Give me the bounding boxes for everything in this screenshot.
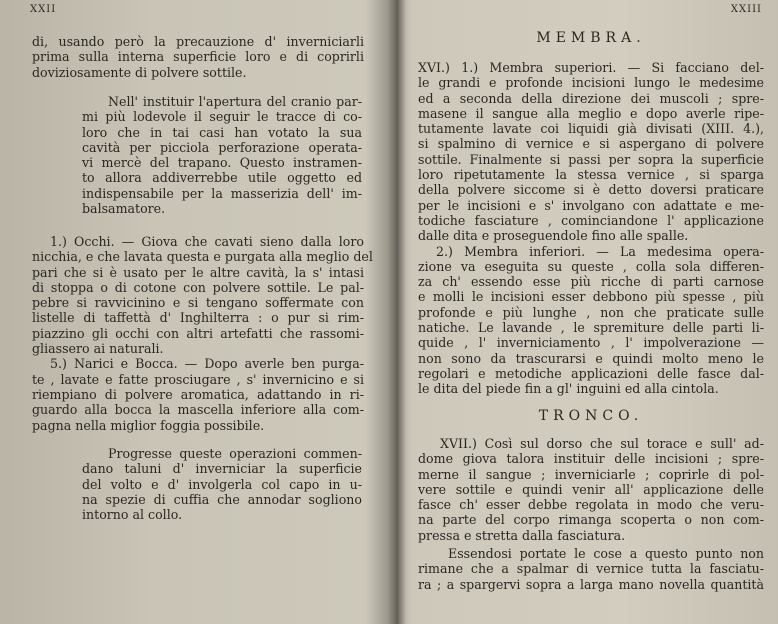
text-line: intorno al collo. <box>82 507 183 523</box>
text-line: XVII.) Così sul dorso che sul torace e sull' ad- <box>440 436 764 451</box>
page-number-right: XXIII <box>730 4 762 15</box>
text-line: XVI.) 1.) Membra superiori. — Si facciano del- <box>418 60 764 75</box>
text-line: e molli le incisioni esser debbono più spesse , più <box>418 289 764 305</box>
text-line: todiche fasciature , cominciandone l' applicazione <box>418 212 764 228</box>
text-line: tutamente lavate coi liquidi già divisati (XIII. 4.), <box>418 121 764 137</box>
text-line: di, usando però la precauzione d' inverniciarli <box>32 34 364 49</box>
text-line: le grandi e profonde incisioni lungo le medesime <box>418 75 764 91</box>
text-line: prima sulla interna superficie loro e di coprirli <box>32 49 364 65</box>
text-line: to allora addiverrebbe utile oggetto ed <box>82 170 362 186</box>
text-line: ed a seconda della direzione dei muscoli ; spre- <box>418 90 764 106</box>
text-line: si spalmino di vernice e si aspergano di polvere <box>418 136 764 152</box>
text-line: zione va eseguita su queste , colla sola differen- <box>418 258 764 274</box>
text-line: guardo alla bocca la mascella inferiore alla com- <box>32 402 364 418</box>
text-line: na parte del corpo rimanga scoperta o non com- <box>418 512 764 528</box>
text-line: pari che si è usato per le altre cavità, la s' intasi <box>32 264 364 280</box>
section-heading-membra: MEMBRA. <box>536 30 646 46</box>
paragraph-tronco <box>418 436 764 543</box>
text-line: Essendosi portate le cose a questo punto non <box>448 546 764 561</box>
text-line: del volto e d' involgerla col capo in u- <box>82 476 362 492</box>
text-line: 1.) Occhi. — Giova che cavati sieno dalla loro <box>50 234 364 249</box>
paragraph-essendosi <box>418 546 764 592</box>
text-line: te , lavate e fatte prosciugare , s' invernicino e si <box>32 371 364 387</box>
section-heading-tronco: TRONCO. <box>538 408 644 424</box>
text-line: le dita del piede fin a gl' inguini ed alla cintola. <box>418 381 719 397</box>
text-line: doviziosamente di polvere sottile. <box>32 64 247 80</box>
text-line: ra ; a spargervi sopra a larga mano novella quantità <box>418 576 764 592</box>
text-line: 2.) Membra inferiori. — La medesima opera- <box>436 243 764 259</box>
text-line: di stoppa o di cotone con polvere sottile. Le pal- <box>32 279 364 295</box>
text-line: cavità per picciola perforazione operata- <box>82 139 362 155</box>
text-line: gliassero ai naturali. <box>32 341 164 357</box>
text-line: rimane che a spalmar di vernice tutta la fasciatu- <box>418 561 764 577</box>
text-line: profonde e più lunghe , non che praticate sulle <box>418 304 764 320</box>
text-line: quide , l' inverniciamento , l' impolverazione — <box>418 335 764 351</box>
text-line: piazzino gli occhi con altri artefatti che rassomi- <box>32 325 364 341</box>
text-line: pebre si ravvicinino e si tengano soffermate con <box>32 295 364 311</box>
text-line: fasce ch' esser debbe regolata in modo che veru- <box>418 497 764 513</box>
text-line: pressa e stretta dalla fasciatura. <box>418 527 626 543</box>
text-line: Progresse queste operazioni commen- <box>108 446 362 461</box>
text-line: dalle dita e proseguendole fino alle spalle. <box>418 228 689 244</box>
paragraph-membra <box>418 60 764 397</box>
text-line: regolari e metodiche applicazioni delle fasce dal- <box>418 365 764 381</box>
paragraph-continuation <box>32 34 364 80</box>
text-line: natiche. Le lavande , le spremiture delle parti li- <box>418 320 764 336</box>
text-line: pagna nella miglior foggia possibile. <box>32 417 265 433</box>
text-line: 5.) Narici e Bocca. — Dopo averle ben purga- <box>50 356 364 372</box>
paragraph-progresse <box>82 446 362 522</box>
text-line: nicchia, e che lavata questa e purgata alla meglio del <box>32 249 373 265</box>
text-line: sottile. Finalmente si passi per sopra la superficie <box>418 151 764 167</box>
text-line: per le incisioni e s' involgano con adattate e me- <box>418 197 764 213</box>
text-line: della polvere siccome si è detto doversi praticare <box>418 182 764 198</box>
text-line: dome giova talora instituir delle incisioni ; spre- <box>418 451 764 467</box>
text-line: na spezie di cuffia che annodar sogliono <box>82 491 362 507</box>
text-line: masene il sangue alla meglio e dopo averle ripe- <box>418 105 764 121</box>
text-line: indispensabile per la masserizia dell' im- <box>82 185 362 201</box>
page-number-left: XXII <box>30 4 57 15</box>
paragraph-occhi-narici <box>32 234 373 433</box>
text-line: listelle di taffettà d' Inghilterra : o pur si rim- <box>32 310 364 326</box>
text-line: merne il sangue ; inverniciarle ; coprirle di pol- <box>418 466 764 482</box>
text-line: dano taluni d' inverniciar la superficie <box>82 461 362 477</box>
text-line: mi più lodevole il seguir le tracce di co- <box>82 109 362 125</box>
text-line: Nell' instituir l'apertura del cranio par- <box>108 94 362 109</box>
right-page <box>404 0 778 624</box>
text-line: vi mercè del trapano. Questo instramen- <box>82 155 362 171</box>
text-line: balsamatore. <box>82 201 166 217</box>
text-line: vere sottile e quindi venir all' applicazione delle <box>418 481 764 497</box>
text-line: loro che in tai casi han votato la sua <box>82 124 362 140</box>
paragraph-cranio <box>82 94 362 216</box>
text-line: loro ripetutamente la stessa vernice , si sparga <box>418 167 764 183</box>
text-line: za ch' essendo esse più ricche di parti carnose <box>418 274 764 290</box>
text-line: non sono da trascurarsi e quindi molto meno le <box>418 350 764 366</box>
text-line: riempiano di polvere aromatica, adattando in ri- <box>32 386 364 402</box>
